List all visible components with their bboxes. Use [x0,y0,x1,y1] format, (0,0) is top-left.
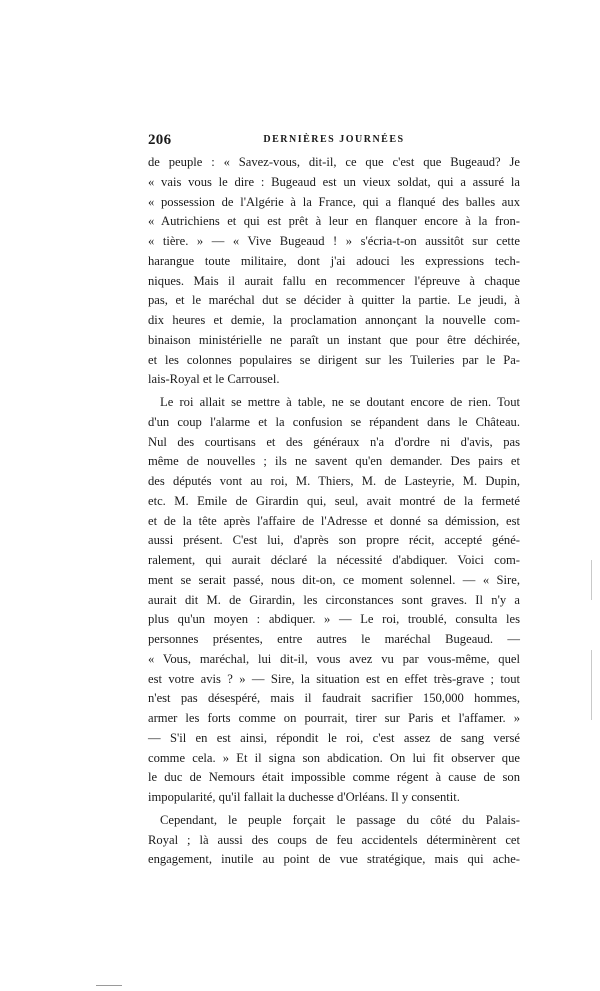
scan-edge-mark [591,560,592,600]
text-line: « vais vous le dire : Bugeaud est un vieux soldat, qui a assuré la [148,174,520,189]
text-line: plus qu'un moyen : abdiquer. » — Le roi, troublé, consulta les [148,612,520,627]
scan-edge-mark [591,650,592,720]
page-number: 206 [148,132,172,148]
text-line: Cependant, le peuple forçait le passage du côté du Palais- [160,812,520,827]
text-line: et les colonnes populaires se dirigent sur les Tuileries par le Pa- [148,352,520,367]
text-line: « Autrichiens et qui est prêt à leur en flanquer encore à la fron- [148,214,520,229]
body-text [148,153,520,870]
text-line: n'est pas désespéré, mais il faudrait sacrifier 150,000 hommes, [148,691,520,706]
paragraph-3 [148,811,520,870]
text-line: Le roi allait se mettre à table, ne se doutant encore de rien. Tout [160,395,520,409]
text-line: d'un coup l'alarme et la confusion se répandent dans le Château. [148,414,520,429]
scan-bottom-mark [96,985,122,986]
text-line: même de nouvelles ; ils ne savent qu'en demander. Des pairs et [148,454,520,469]
text-line: aussi présent. C'est lui, d'après son propre récit, accepté géné- [148,533,520,548]
text-line: harangue toute militaire, dont j'ai adouci les expressions tech- [148,253,520,268]
text-line: et de la tête après l'affaire de l'Adresse et donné sa démission, est [148,513,520,528]
text-line: lais-Royal et le Carrousel. [148,372,280,387]
text-line: engagement, inutile au point de vue stratégique, mais qui ache- [148,852,520,867]
text-line: — S'il en est ainsi, répondit le roi, c'est assez de sang versé [148,730,520,745]
text-line: binaison ministérielle ne paraît un instant que pour être déchirée, [148,332,520,347]
text-line: dix heures et demie, la proclamation annonçant la nouvelle com- [148,313,520,327]
page-header [148,132,520,152]
text-line: etc. M. Emile de Girardin qui, seul, avait montré de la fermeté [148,493,520,508]
text-line: le duc de Nemours était impossible comme régent à cause de son [148,770,520,785]
text-line: ment se serait passé, nous dit-on, ce moment solennel. — « Sire, [148,572,520,587]
text-line: aurait dit M. de Girardin, les circonstances sont graves. Il n'y a [148,592,520,607]
text-line: impopularité, qu'il fallait la duchesse d'Orléans. Il y consentit. [148,790,460,804]
text-line: Royal ; là aussi des coups de feu accidentels déterminèrent cet [148,832,520,847]
text-line: comme cela. » Et il signa son abdication. On lui fit observer que [148,750,520,765]
text-line: de peuple : « Savez-vous, dit-il, ce que c'est que Bugeaud? Je [148,155,520,169]
text-line: « Vous, maréchal, lui dit-il, vous avez vu par vous-même, quel [148,651,520,666]
paragraph-1 [148,153,520,390]
text-line: « possession de l'Algérie à la France, qui a flanqué des balles aux [148,194,520,209]
text-line: « tière. » — « Vive Bugeaud ! » s'écria-t-on aussitôt sur cette [148,234,520,248]
running-title: DERNIÈRES JOURNÉES [263,134,405,145]
paragraph-2 [148,393,520,808]
text-line: des députés vont au roi, M. Thiers, M. de Lasteyrie, M. Dupin, [148,474,520,488]
text-line: Nul des courtisans et des généraux n'a d'ordre ni d'avis, pas [148,434,520,449]
text-line: pas, et le maréchal dut se décider à quitter la partie. Le jeudi, à [148,293,520,308]
text-line: armer les forts comme on pourrait, tirer sur Paris et l'affamer. » [148,711,520,725]
text-line: est votre avis ? » — Sire, la situation est en effet très-grave ; tout [148,671,520,686]
text-line: niques. Mais il aurait fallu en recommencer l'épreuve à chaque [148,273,520,288]
text-line: ralement, qui aurait déclaré la nécessité d'abdiquer. Voici com- [148,553,520,567]
text-line: personnes présentes, entre autres le maréchal Bugeaud. — [148,632,520,646]
